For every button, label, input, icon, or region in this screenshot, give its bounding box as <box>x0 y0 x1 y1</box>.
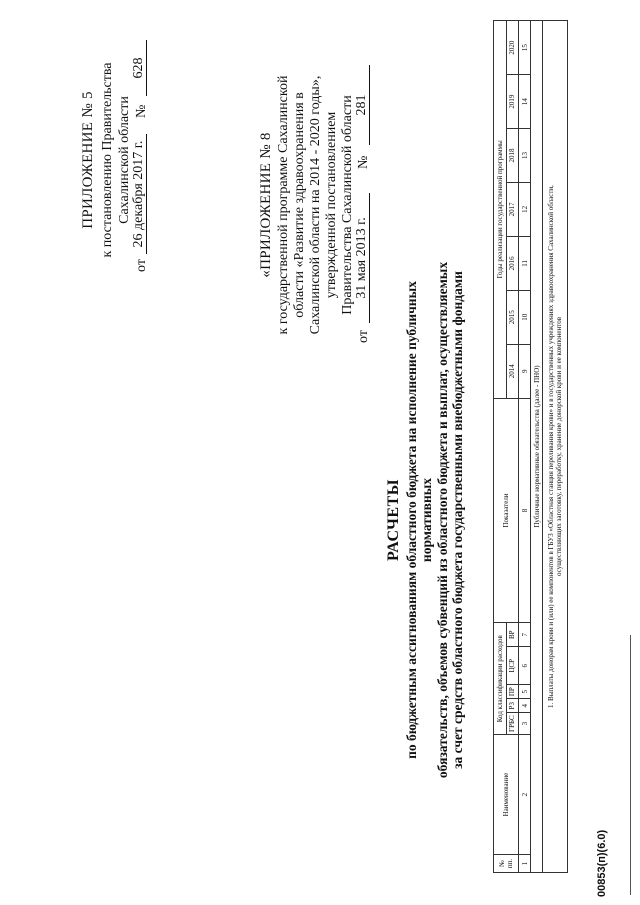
year-col: 2017 <box>506 182 519 236</box>
appendix-5-number: 628 <box>133 40 147 96</box>
col-header-indicators: Показатели <box>494 398 519 623</box>
appendix-8-block <box>258 45 373 365</box>
col-header-years: Годы реализации государственной программы <box>494 21 507 399</box>
col-header-codes: Код классификации расходов <box>494 623 507 735</box>
year-col: 2016 <box>506 236 519 290</box>
col-number: 15 <box>519 21 531 75</box>
year-col: 2014 <box>506 344 519 398</box>
item-text <box>543 21 568 873</box>
heading-line: по бюджетным ассигнованиям областного бюджета на исполнение публичных нормативных <box>403 281 434 759</box>
appendix-8-date: 31 мая 2013 г. <box>356 193 370 323</box>
col-number: 9 <box>519 344 531 398</box>
footer-rule <box>630 635 631 895</box>
column-numbers-row <box>519 21 531 873</box>
appendix-8-number: 281 <box>356 65 370 145</box>
item-row <box>543 21 568 873</box>
appendix-5-no-label: № <box>134 104 149 118</box>
col-number: 6 <box>519 647 531 685</box>
document-heading <box>386 245 466 795</box>
appendix-8-line: Правительства Сахалинской области <box>340 95 355 315</box>
appendix-8-line: области «Развитие здравоохранения в <box>292 92 307 318</box>
appendix-8-date-line <box>356 45 373 365</box>
col-number: 10 <box>519 290 531 344</box>
col-number: 7 <box>519 623 531 647</box>
section-row <box>531 21 543 873</box>
appendix-5-date-line <box>133 30 150 290</box>
code-col-rz: РЗ <box>506 699 519 713</box>
col-number: 1 <box>519 855 531 873</box>
appendix-8-from-label: от <box>356 330 371 343</box>
col-number: 14 <box>519 75 531 129</box>
code-col-grbs: ГРБС <box>506 713 519 735</box>
heading-title: РАСЧЕТЫ <box>385 479 402 561</box>
section-title: Публичные нормативные обязательства (далее - ПНО) <box>531 21 543 873</box>
appendix-8-line: утвержденной постановлением <box>324 111 339 299</box>
appendix-5-title: ПРИЛОЖЕНИЕ № 5 <box>80 91 96 229</box>
col-number: 5 <box>519 685 531 699</box>
col-number: 2 <box>519 735 531 855</box>
item-line: 1. Выплаты донорам крови и (или) ее компонентов в ГБУЗ «Областная станция переливания крови» и в государственных учреждениях здравоохранения Сахалинской области, <box>547 185 555 708</box>
code-col-vr: ВР <box>506 623 519 647</box>
year-col: 2015 <box>506 290 519 344</box>
appendix-5-line2: Сахалинской области <box>117 96 132 224</box>
appendix-8-line: Сахалинской области на 2014 - 2020 годы», <box>308 75 323 335</box>
heading-line: обязательств, объемов субвенций из областного бюджета и выплат, осуществляемых <box>434 261 450 779</box>
calculation-table <box>493 20 568 873</box>
col-header-name: Наименование <box>494 735 519 855</box>
code-col-csr: ЦСР <box>506 647 519 685</box>
col-number: 11 <box>519 236 531 290</box>
header-row <box>494 21 507 873</box>
year-col: 2020 <box>506 21 519 75</box>
item-line-cont: осуществляющих заготовку, переработку, хранение донорской крови и ее компонентов <box>555 317 563 576</box>
col-number: 4 <box>519 699 531 713</box>
document-code: 00853(п)(6.0) <box>596 829 608 897</box>
col-number: 13 <box>519 129 531 183</box>
col-number: 8 <box>519 398 531 623</box>
appendix-5-from-label: от <box>134 259 149 272</box>
col-number: 12 <box>519 182 531 236</box>
appendix-8-no-label: № <box>356 155 371 169</box>
appendix-8-title: «ПРИЛОЖЕНИЕ № 8 <box>258 132 274 278</box>
code-col-pr: ПР <box>506 685 519 699</box>
col-number: 3 <box>519 713 531 735</box>
appendix-5-date: 26 декабря 2017 г. <box>133 134 147 254</box>
year-col: 2018 <box>506 129 519 183</box>
appendix-5-block <box>80 30 150 290</box>
year-col: 2019 <box>506 75 519 129</box>
col-header-no: № пп. <box>494 855 519 873</box>
appendix-8-line: к государственной программе Сахалинской <box>276 75 291 335</box>
appendix-5-line1: к постановлению Правительства <box>100 62 115 258</box>
heading-line: за счет средств областного бюджета государственными внебюджетными фондами <box>450 271 465 769</box>
